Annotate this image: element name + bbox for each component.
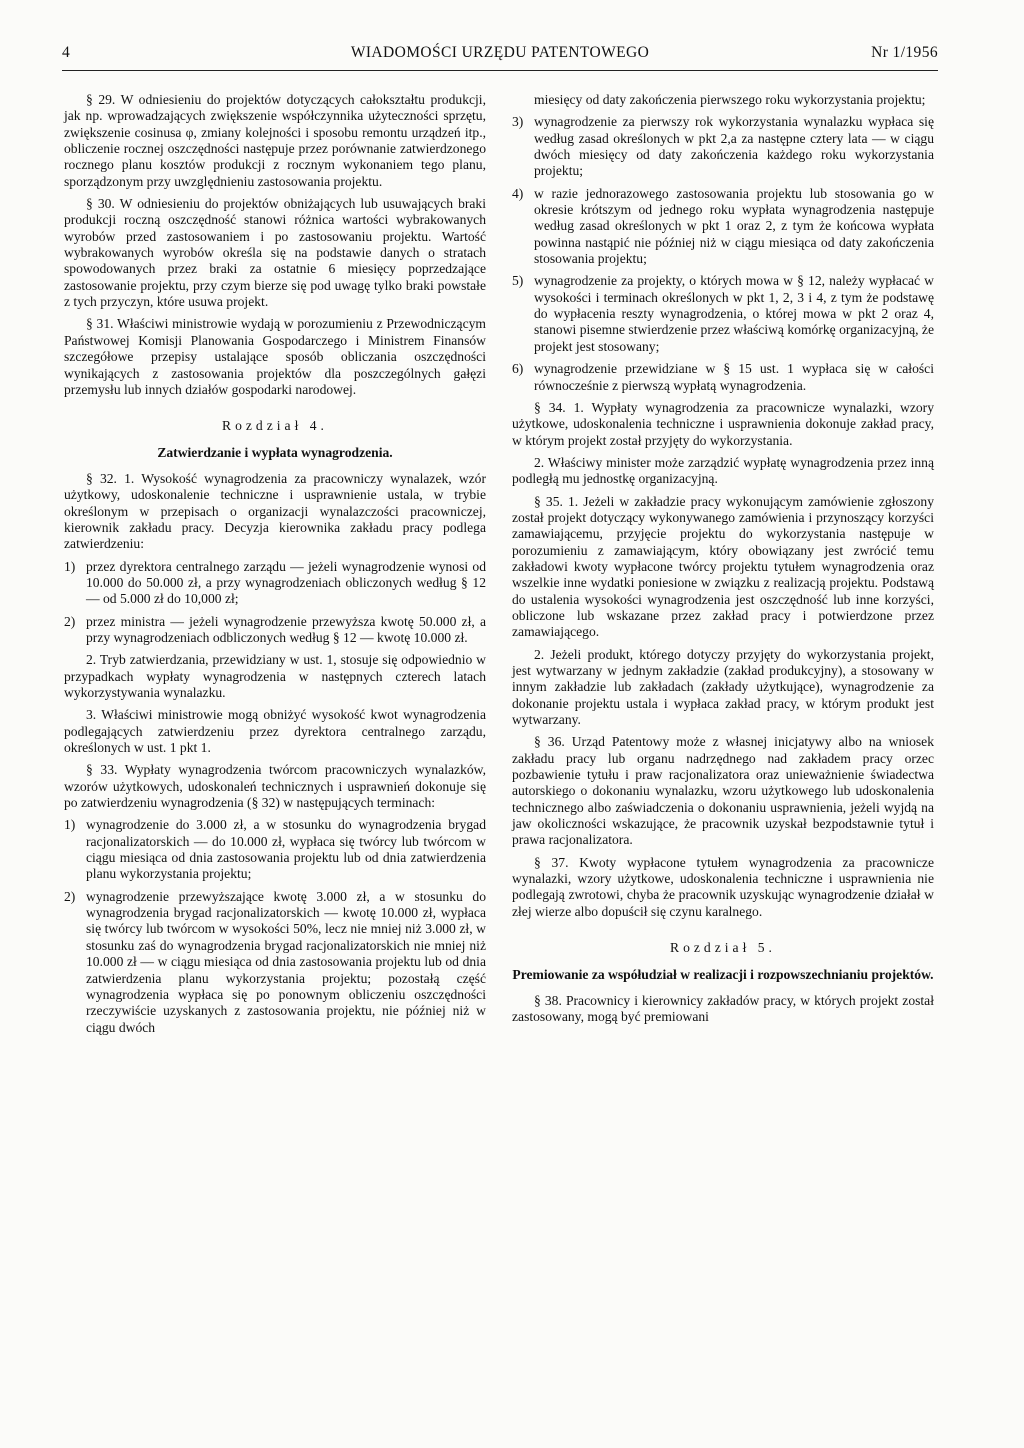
paragraph-35-2: 2. Jeżeli produkt, którego dotyczy przyjęty do wykorzystania projekt, jest wytwarzany w jednym zakładzie (zakład produkcyjny), a stosowany w innym zakładzie lub zakładach (zakłady użytkujące), wynagrodzenie za dokonanie projektu ustala i wypłaca zakład pracy, w którym produkt jest wytwarzany. (512, 646, 934, 728)
paragraph-37: § 37. Kwoty wypłacone tytułem wynagrodzenia za pracownicze wynalazki, wzory użytkowe, udoskonalenia techniczne i usprawnienia nie podlegają zwrotowi, chyba że pracownik uzyskując wynagrodzenie działał w złej wierze albo dopuścił się czynu karalnego. (512, 854, 934, 919)
item-text: przez dyrektora centralnego zarządu — jeżeli wynagrodzenie wynosi od 10.000 do 50.000 zł, a przy wynagrodzeniach obliczonych według § 12 — od 5.000 zł do 10,000 zł; (86, 558, 486, 607)
item-text: w razie jednorazowego zastosowania projektu lub stosowania go w okresie krótszym od jednego roku wypłata wynagrodzenia następuje według zasad określonych w pkt 1 oraz 2, z tym że końcowa wypłata powinna nastąpić nie później niż w ciągu miesiąca od daty zakończenia stosowania projektu; (534, 185, 934, 267)
chapter-4-label: Rozdział 4. (222, 418, 328, 434)
paragraph-31: § 31. Właściwi ministrowie wydają w porozumieniu z Przewodniczącym Państwowej Komisji Planowania Gospodarczego i Ministrem Finansów szczegółowe przepisy ustalające sposób obliczania oszczędności wynikających z zastosowania projektów dla poszczególnych gałęzi przemysłu lub innych działów gospodarki narodowej. (64, 316, 486, 397)
issue-number: Nr 1/1956 (871, 44, 938, 61)
item-number: 3) (512, 114, 524, 130)
chapter-5-title: Premiowanie za współudział w realizacji i rozpowszechnianiu projektów. (512, 966, 934, 982)
item-number: 2) (64, 613, 76, 629)
paragraph-32-2: 2. Tryb zatwierdzania, przewidziany w ust. 1, stosuje się odpowiednio w przypadkach wypłaty wynagrodzenia w następnych czterech latach wykorzystywania wynalazku. (64, 652, 486, 700)
paragraph-29: § 29. W odniesieniu do projektów dotyczących całokształtu produkcji, jak np. wprowadzających zwiększenie współczynnika użyteczności sprzętu, zwiększenie cosinusa φ, zmiany kolejności i sposobu remontu urządzeń itp., obliczenie rocznej oszczędności następuje przez porównanie zatwierdzonego rocznego planu kosztów produkcji z rocznym wykonaniem tego planu, sporządzonym przy uwzględnieniu zastosowania projektu. (64, 92, 486, 189)
item-number: 1) (64, 817, 76, 833)
item-number: 4) (512, 185, 524, 201)
item-text: wynagrodzenie do 3.000 zł, a w stosunku do wynagrodzenia brygad racjonalizatorskich — do 10.000 zł, wypłaca się twórcy lub twórcom w ciągu miesiąca od dnia zastosowania projektu lub od dnia zatwierdzenia planu wykorzystania projektu; (86, 817, 486, 882)
paragraph-33-item-5 (512, 273, 934, 355)
paragraph-34-1: § 34. 1. Wypłaty wynagrodzenia za pracownicze wynalazki, wzory użytkowe, udoskonalenia techniczne i usprawnienia dokonuje zakład pracy, w którym projekt został przyjęty do wykorzystania. (512, 399, 934, 448)
item-text: przez ministra — jeżeli wynagrodzenie przewyższa kwotę 50.000 zł, a przy wynagrodzeniach odbliczonych według § 12 — kwotę 10.000 zł. (86, 613, 486, 645)
paragraph-33-item-6 (512, 361, 934, 394)
paragraph-32-item-2 (64, 614, 486, 647)
paragraph-38: § 38. Pracownicy i kierownicy zakładów pracy, w których projekt został zastosowany, mogą być premiowani (512, 992, 934, 1025)
paragraph-30: § 30. W odniesieniu do projektów obniżających lub usuwających braki produkcji roczną oszczędność stanowi różnica wartości wybrakowanych wyrobów przed zastosowaniem i po zastosowaniu projektu. Wartość wybrakowanych wyrobów określa się na podstawie danych o stratach spowodowanych przez braki za ostatnie 6 miesięcy poprzedzające zastosowanie projektu, przy czym bierze się pod uwagę tylko braki powstałe z tych przyczyn, które usuwa projekt. (64, 196, 486, 310)
item-number: 5) (512, 273, 524, 289)
item-number: 1) (64, 558, 76, 574)
paragraph-33-item-1 (64, 817, 486, 882)
journal-title: WIADOMOŚCI URZĘDU PATENTOWEGO (350, 44, 650, 61)
paragraph-32-1: § 32. 1. Wysokość wynagrodzenia za pracowniczy wynalazek, wzór użytkowy, udoskonalenie techniczne i usprawnienie ustala, w trybie określonym w przepisach o organizacji wynalazczości pracowniczej, kierownik zakładu pracy. Decyzja kierownika zakładu pracy podlega zatwierdzeniu: (64, 470, 486, 552)
page-number: 4 (62, 44, 71, 61)
paragraph-33-item-2 (64, 889, 486, 1036)
chapter-5-label: Rozdział 5. (670, 940, 776, 956)
item-number: 6) (512, 361, 524, 377)
item-text: wynagrodzenie za projekty, o których mowa w § 12, należy wypłacać w wysokości i terminach określonych w pkt 1, 2, 3 i 4, z tym że podstawę do wypłacenia reszty wynagrodzenia, o której mowa w pkt 2 oraz 4, stanowi pisemne stwierdzenie przez właściwą komórkę organizacyjną, że projekt jest stosowany; (534, 273, 934, 354)
paragraph-33-item-3 (512, 114, 934, 179)
paragraph-33: § 33. Wypłaty wynagrodzenia twórcom pracowniczych wynalazków, wzorów użytkowych, udoskonaleń technicznych i usprawnień dokonuje się po zatwierdzeniu wynagrodzenia (§ 32) w następujących terminach: (64, 762, 486, 811)
paragraph-33-item-2-continued: miesięcy od daty zakończenia pierwszego roku wykorzystania projektu; (534, 92, 926, 107)
paragraph-36: § 36. Urząd Patentowy może z własnej inicjatywy albo na wniosek zakładu pracy lub organu nadrzędnego nad zakładem pracy orzec pozbawienie tytułu i praw racjonalizatora oraz unieważnienie świadectwa autorskiego o dokonaniu wynalazku, wzoru użytkowego lub udoskonalenia technicznego albo zaświadczenia o dokonaniu usprawnienia, jeżeli wyjdą na jaw okoliczności wskazujące, że pracownik uzyskał bezpodstawnie tytuł i prawa racjonalizatora. (512, 734, 934, 848)
paragraph-32-item-1 (64, 559, 486, 608)
paragraph-35-1: § 35. 1. Jeżeli w zakładzie pracy wykonującym zamówienie zgłoszony został projekt dotyczący wykonywanego zamówienia i przynoszący korzyści zamawiającemu, przyjęcie projektu do wykorzystania następuje w porozumieniu z zamawiającym, który obowiązany jest zwrócić temu zakładowi kwoty wypłacone twórcy projektu tytułem wynagrodzenia oraz wszelkie inne wydatki poniesione w związku z realizacją projektu. Podstawą do ustalenia wysokości wynagrodzenia jest oszczędność lub inne korzyści, obliczone lub wskazane przez zakład pracy i potwierdzone przez zamawiającego. (512, 493, 934, 640)
item-number: 2) (64, 888, 76, 904)
paragraph-34-2: 2. Właściwy minister może zarządzić wypłatę wynagrodzenia przez inną podległą mu jednostkę organizacyjną. (512, 454, 934, 487)
chapter-4-title: Zatwierdzanie i wypłata wynagrodzenia. (157, 444, 393, 460)
running-header (62, 44, 938, 71)
paragraph-32-3: 3. Właściwi ministrowie mogą obniżyć wysokość kwot wynagrodzenia podlegających zatwierdzeniu przez dyrektora centralnego zarządu, określonych w ust. 1 pkt 1. (64, 707, 486, 756)
item-text: wynagrodzenie przewyższające kwotę 3.000 zł, a w stosunku do wynagrodzenia brygad racjonalizatorskich — kwotę 10.000 zł, wypłaca się twórcy lub twórcom w wysokości 50%, lecz nie mniej niż 3.000 zł, w stosunku zaś do wynagrodzenia brygad racjonalizatorskich nie mniej niż 10.000 zł — w ciągu miesiąca od dnia zastosowania projektu lub od dnia zatwierdzenia planu wykorzystania projektu; pozostałą część wynagrodzenia wypłaca się po ponownym obliczeniu oszczędności rzeczywiście uzyskanych z zastosowania projektu, nie później niż w ciągu dwóch (86, 888, 486, 1035)
left-column (64, 92, 486, 1042)
item-text: wynagrodzenie przewidziane w § 15 ust. 1 wypłaca się w całości równocześnie z pierwszą wypłatą wynagrodzenia. (534, 361, 934, 393)
right-column (512, 92, 934, 1032)
item-text: wynagrodzenie za pierwszy rok wykorzystania wynalazku wypłaca się według zasad określonych w pkt 2,a za następne cztery lata — w ciągu dwóch miesięcy od daty zakończenia każdego roku wykorzystania projektu; (534, 114, 934, 179)
paragraph-33-item-4 (512, 186, 934, 268)
